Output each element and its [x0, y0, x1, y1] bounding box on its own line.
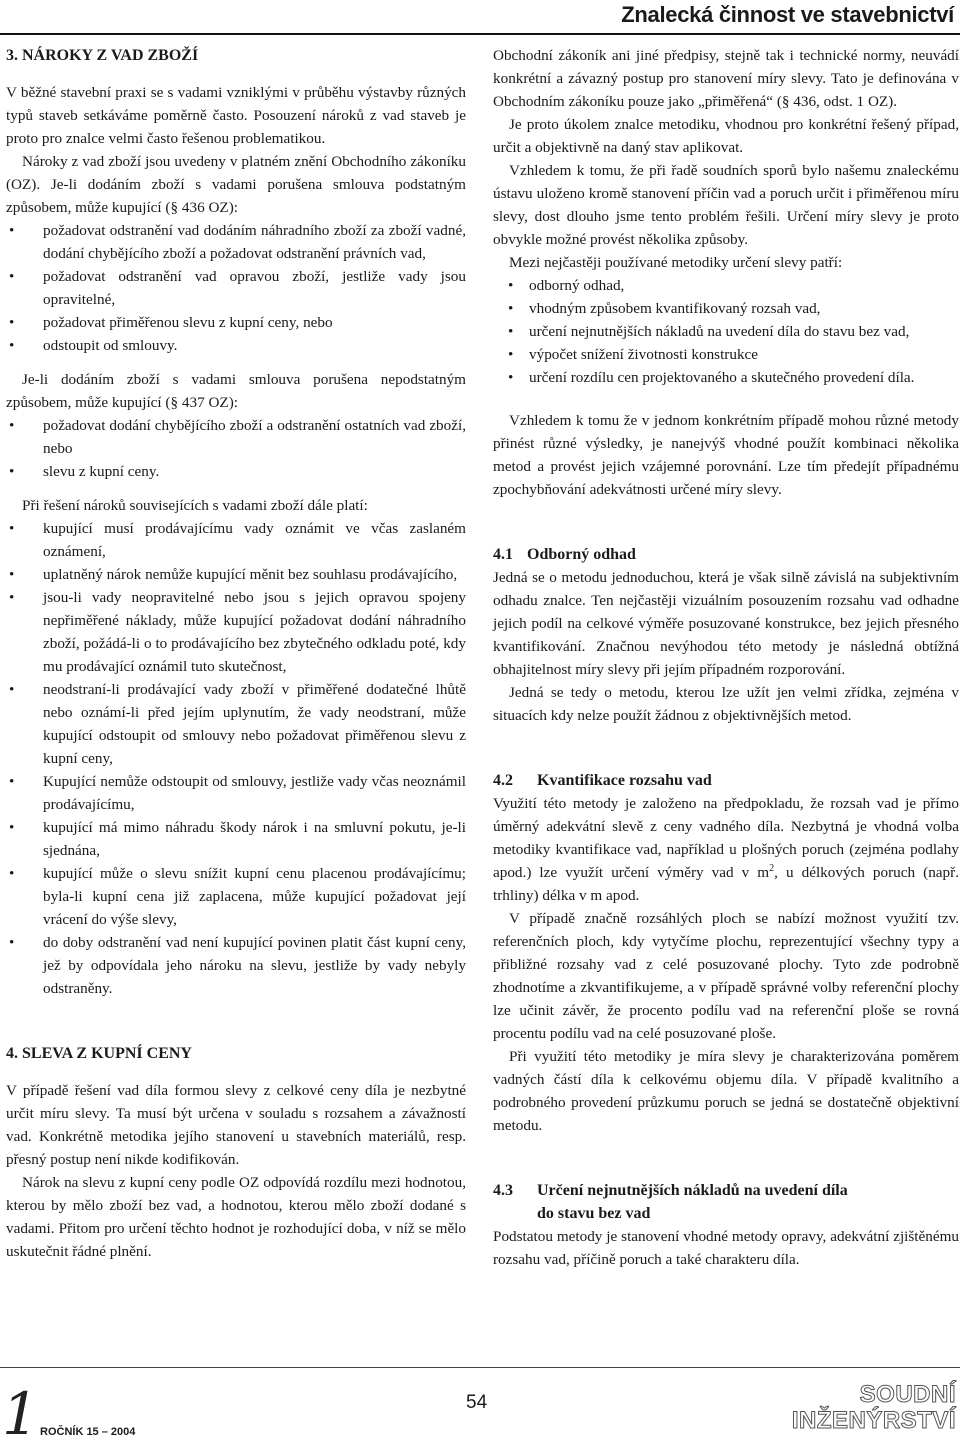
list-item: • neodstraní-li prodávající vady zboží v přiměřené dodatečné lhůtě nebo oznámí-li před jejím uplynutím, že vady neodstraní, může kupující odstoupit od smlouvy nebo požadovat přiměřenou slevu z kupní ceny, — [6, 678, 466, 770]
paragraph-non-substantial: Je-li dodáním zboží s vadami smlouva porušena nepodstatným způsobem, může kupující (§ 437 OZ): — [6, 371, 466, 411]
remedies-list-substantial — [6, 219, 466, 357]
right-column — [493, 44, 959, 1271]
list-item: • odborný odhad, — [505, 274, 959, 297]
list-item: • uplatněný nárok nemůže kupující měnit bez souhlasu prodávajícího, — [6, 563, 466, 586]
list-item: • požadovat dodání chybějícího zboží a odstranění ostatních vad zboží, nebo — [6, 414, 466, 460]
list-item: • jsou-li vady neopravitelné nebo jsou s jejich opravou spojeny nepřiměřené náklady, může kupující požadovat dodání náhradního zboží, požádá-li o to prodávajícího bez zbytečného odkladu poté, kdy mu prodávající oznámil tuto skutečnost, — [6, 586, 466, 678]
list-item: • výpočet snížení životnosti konstrukce — [505, 343, 959, 366]
list-item: • určení nejnutnějších nákladů na uvedení díla do stavu bez vad, — [505, 320, 959, 343]
list-item: • požadovat přiměřenou slevu z kupní ceny, nebo — [6, 311, 466, 334]
further-rules-list — [6, 517, 466, 1000]
section-heading: Odborný odhad — [527, 546, 636, 563]
list-item: • do doby odstranění vad není kupující povinen platit část kupní ceny, jež by odpovídala jeho nároku na slevu, jestliže by vady nebyly odstraněny. — [6, 931, 466, 1000]
section-4-2-paragraph-1 — [493, 792, 959, 907]
brand-line-1: SOUDNÍ — [859, 1381, 956, 1408]
section-4-1-paragraph-1: Jedná se o metodu jednoduchou, která je však silně závislá na subjektivním odhadu znalce. Ten nejčastěji vizuálním posouzením rozsahu vad odhadne jejich podíl na celkové výměře posuzované konstrukce, bez jejich přesného kvantifikování. Značnou nevýhodou této metody je následná obtížná obhajitelnost míry slevy při jejím případném rozporování. — [493, 569, 959, 678]
section-3-paragraph-1: V běžné stavební praxi se s vadami vzniklými v průběhu výstavby různých typů staveb setkáváme poměrně často. Posouzení nároků z vad staveb je proto pro znalce velmi často řešenou problematikou. — [6, 84, 466, 147]
list-item: • kupující může o slevu snížit kupní cenu placenou prodávajícímu; byla-li kupní cena již zaplacena, může kupující požadovat její vrácení do výše slevy, — [6, 862, 466, 931]
header-rule — [0, 33, 960, 35]
right-paragraph-2: Je proto úkolem znalce metodiku, vhodnou pro konkrétní řešený případ, určit a objektivně na daný stav aplikovat. — [493, 116, 959, 156]
list-item: • Kupující nemůže odstoupit od smlouvy, jestliže vady včas neoznámil prodávajícímu, — [6, 770, 466, 816]
section-number: 4.2 — [493, 772, 513, 789]
list-item: • kupující musí prodávajícímu vady oznámit ve včas zaslaném oznámení, — [6, 517, 466, 563]
right-paragraph-1: Obchodní zákoník ani jiné předpisy, stejně tak i technické normy, neuvádí konkrétní a závazný postup pro stanovení míry slevy. Tato je definována v Obchodním zákoníku pouze jako „přiměřená“ (§ 436, odst. 1 OZ). — [493, 47, 959, 110]
volume-label: ROČNÍK 15 – 2004 — [40, 1426, 136, 1438]
list-item: • odstoupit od smlouvy. — [6, 334, 466, 357]
journal-brand — [792, 1382, 956, 1434]
section-4-paragraph-1: V případě řešení vad díla formou slevy z celkové ceny díla je nezbytné určit míru slevy. Ta musí být určena v souladu s rozsahem a závažností vad. Konkrétně metodika jejího stanovení u stavebních materiálů, resp. přesný postup není nikde kodifikován. — [6, 1082, 466, 1168]
left-column — [6, 44, 466, 1263]
list-item: • slevu z kupní ceny. — [6, 460, 466, 483]
section-4-2-paragraph-3: Při využití této metodiky je míra slevy je charakterizována poměrem vadných částí díla k celkovému objemu díla. V případě kvalitního a podrobného provedení průzkumu poruch se jedná se dostatečně objektivní metodu. — [493, 1048, 959, 1134]
section-4-paragraph-2: Nárok na slevu z kupní ceny podle OZ odpovídá rozdílu mezi hodnotou, kterou by mělo zboží bez vad, a hodnotou, kterou mělo zboží dodané s vadami. Přitom pro určení těchto hodnot je rozhodující doba, v níž se mělo uskutečnit řádné plnění. — [6, 1174, 466, 1260]
section-3-paragraph-2: Nároky z vad zboží jsou uvedeny v platném znění Obchodního zákoníku (OZ). Je-li dodáním zboží s vadami porušena smlouva podstatným způsobem, může kupující (§ 436 OZ): — [6, 153, 466, 216]
paragraph-text: Využití této metody je založeno na předpokladu, že rozsah vad je přímo úměrný adekvátní slevě z ceny vadného díla. Nezbytná je vhodná volba metodiky kvantifikace vad, například u plošných poruch (zejména podlahy apod.) lze využít určení výměry vad v m — [493, 795, 959, 881]
section-4-2-title — [493, 769, 959, 792]
section-heading-line-2: do stavu bez vad — [537, 1205, 651, 1222]
section-3-title: 3. NÁROKY Z VAD ZBOŽÍ — [6, 47, 199, 64]
methods-list — [493, 274, 959, 389]
section-4-1-title — [493, 543, 959, 566]
brand-line-2: INŽENÝRSTVÍ — [791, 1407, 956, 1434]
list-item: • vhodným způsobem kvantifikovaný rozsah vad, — [505, 297, 959, 320]
section-4-3-title — [493, 1179, 959, 1225]
section-4-1-paragraph-2: Jedná se tedy o metodu, kterou lze užít jen velmi zřídka, zejména v situacích kdy nelze použít žádnou z objektivnějších metod. — [493, 684, 959, 724]
list-item: • kupující má mimo náhradu škody nárok i na smluvní pokutu, je-li sjednána, — [6, 816, 466, 862]
section-4-title: 4. SLEVA Z KUPNÍ CENY — [6, 1045, 192, 1062]
paragraph-further-rules: Při řešení nároků souvisejících s vadami zboží dále platí: — [22, 497, 368, 514]
paragraph-text: , u délkových poruch (např. trhliny) délka v m apod. — [493, 864, 959, 904]
list-item: • požadovat odstranění vad dodáním náhradního zboží za zboží vadné, dodání chybějícího zboží a požadovat odstranění právních vad, — [6, 219, 466, 265]
section-number: 4.1 — [493, 546, 513, 563]
page-number: 54 — [466, 1392, 488, 1413]
footer-rule — [0, 1367, 960, 1368]
journal-logo: 1 — [2, 1380, 29, 1448]
section-heading-line-1: Určení nejnutnějších nákladů na uvedení díla — [537, 1182, 848, 1199]
remedies-list-non-substantial — [6, 414, 466, 483]
list-item: • určení rozdílu cen projektovaného a skutečného provedení díla. — [505, 366, 959, 389]
list-item: • požadovat odstranění vad opravou zboží, jestliže vady jsou opravitelné, — [6, 265, 466, 311]
section-number: 4.3 — [493, 1182, 513, 1199]
right-paragraph-4: Mezi nejčastěji používané metodiky určení slevy patří: — [509, 254, 843, 271]
superscript: 2 — [769, 862, 775, 874]
right-paragraph-5: Vzhledem k tomu že v jednom konkrétním případě mohou různé metody přinést různé výsledky, je nanejvýš vhodné použít kombinaci několika metod a provést jejich vzájemné porovnání. Lze tím předejít případnému zpochybňování adekvátnosti určené míry slevy. — [493, 412, 959, 498]
section-heading: Kvantifikace rozsahu vad — [537, 772, 712, 789]
section-4-3-paragraph-1: Podstatou metody je stanovení vhodné metody opravy, adekvátní zjištěnému rozsahu vad, příčině poruch a také charakteru díla. — [493, 1228, 959, 1268]
running-header: Znalecká činnost ve stavebnictví — [621, 2, 954, 27]
right-paragraph-3: Vzhledem k tomu, že při řadě soudních sporů bylo našemu znaleckému ústavu uloženo kromě stanovení příčin vad a poruch určit i přiměřenou míru slevy, dost dlouho jsme tento problém řešili. Určení míry slevy je proto obvykle možné provést několika způsoby. — [493, 162, 959, 248]
section-4-2-paragraph-2: V případě značně rozsáhlých ploch se nabízí možnost využití tzv. referenčních ploch, kdy vytyčíme plochu, reprezentující všechny typy a přibližné rozsahy vad z celé posuzované plochy. Tyto zde podrobně zhodnotíme a zkvantifikujeme, a v případě správné volby referenční plochy lze učinit závěr, že procento podílu vad na referenční ploše se rovná procentu podílu vad na celé posuzované ploše. — [493, 910, 959, 1042]
